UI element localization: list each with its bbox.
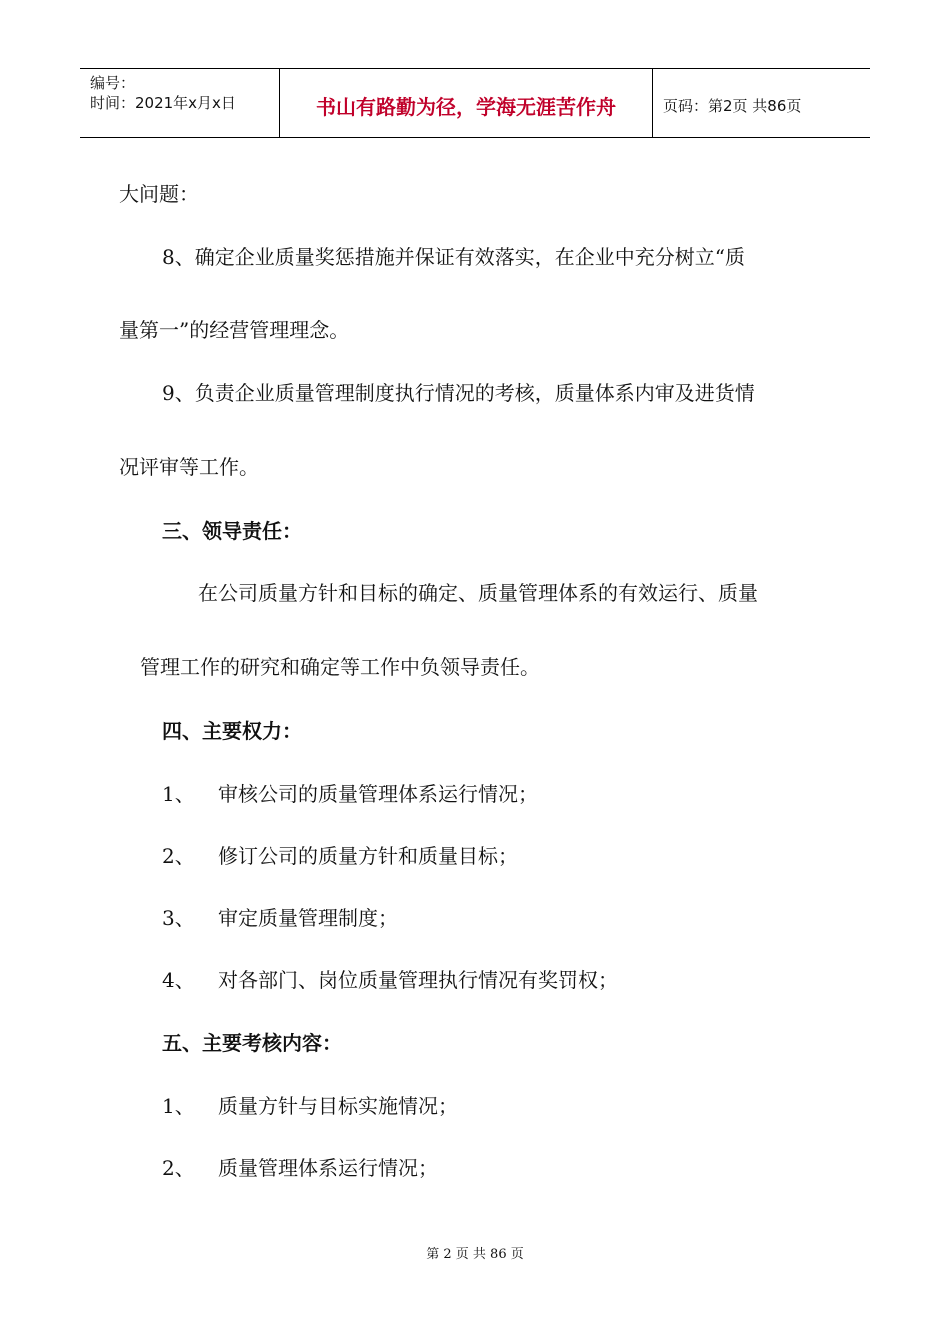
item-text: 质量方针与目标实施情况； xyxy=(218,1094,458,1118)
header-motto: 书山有路勤为径，学海无涯苦作舟 xyxy=(280,69,653,137)
item-text: 对各部门、岗位质量管理执行情况有奖罚权； xyxy=(218,968,618,992)
paragraph-9-line-1: 9、负责企业质量管理制度执行情况的考核，质量体系内审及进货情 xyxy=(162,381,755,405)
section-4-item xyxy=(162,967,618,993)
page-footer: 第 2 页 共 86 页 xyxy=(426,1247,524,1262)
header-page-label: 页码：第2页 共86页 xyxy=(663,96,802,115)
section-5-item xyxy=(162,1155,438,1181)
page-header xyxy=(80,68,870,138)
section-4-title: 四、主要权力： xyxy=(162,719,302,743)
item-number: 4、 xyxy=(162,968,195,992)
section-4-item xyxy=(162,781,538,807)
item-number: 2、 xyxy=(162,844,195,868)
paragraph-8-line-1: 8、确定企业质量奖惩措施并保证有效落实，在企业中充分树立“质 xyxy=(162,245,745,269)
section-4-item xyxy=(162,905,398,931)
section-4-item xyxy=(162,843,518,869)
section-3-line-1: 在公司质量方针和目标的确定、质量管理体系的有效运行、质量 xyxy=(198,581,758,605)
section-5-item xyxy=(162,1093,458,1119)
item-number: 2、 xyxy=(162,1156,195,1180)
section-3-line-2: 管理工作的研究和确定等工作中负领导责任。 xyxy=(140,655,540,679)
item-number: 3、 xyxy=(162,906,195,930)
paragraph-continuation: 大问题： xyxy=(119,182,199,206)
item-number: 1、 xyxy=(162,782,195,806)
paragraph-8-line-2: 量第一”的经营管理理念。 xyxy=(119,318,350,342)
item-number: 1、 xyxy=(162,1094,195,1118)
section-5-title: 五、主要考核内容： xyxy=(162,1031,342,1055)
header-number-label: 编号： xyxy=(90,74,136,92)
header-meta xyxy=(80,69,280,137)
item-text: 审核公司的质量管理体系运行情况； xyxy=(218,782,538,806)
section-3-title: 三、领导责任： xyxy=(162,519,302,543)
header-time-label: 时间：2021年x月x日 xyxy=(90,94,236,112)
item-text: 修订公司的质量方针和质量目标； xyxy=(218,844,518,868)
item-text: 质量管理体系运行情况； xyxy=(218,1156,438,1180)
paragraph-9-line-2: 况评审等工作。 xyxy=(119,455,259,479)
item-text: 审定质量管理制度； xyxy=(218,906,398,930)
